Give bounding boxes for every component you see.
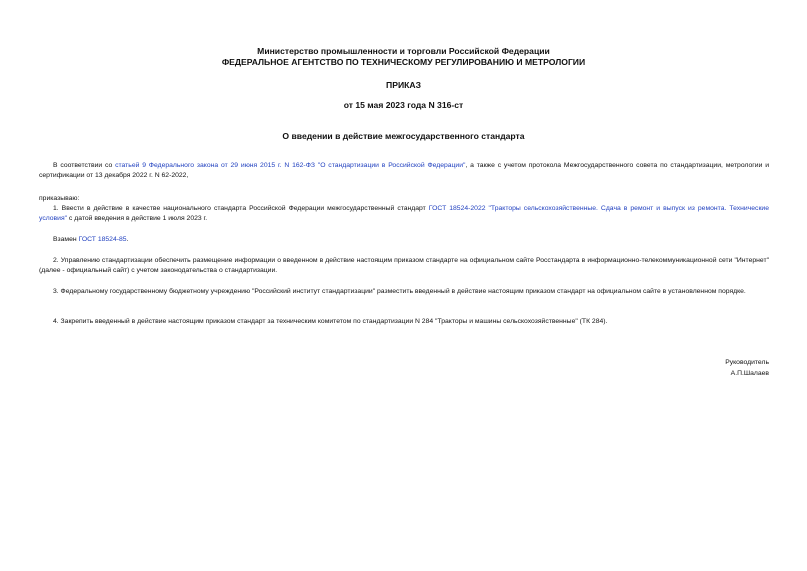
law-link[interactable]: статьей 9 Федерального закона от 29 июня 2015 г. N 162-ФЗ "О стандартизации в Российской Федерации": [115, 162, 466, 169]
paragraph-item-1: [39, 204, 769, 224]
paragraph-replaces: [39, 235, 769, 245]
orders-label: приказываю:: [39, 195, 80, 202]
signature-role: Руководитель: [725, 359, 769, 366]
order-subject: О введении в действие межгосударственного стандарта: [282, 131, 525, 141]
replaces-post: .: [126, 236, 129, 243]
document-header: [0, 46, 807, 68]
ministry-name: Министерство промышленности и торговли Российской Федерации: [257, 46, 550, 56]
item-1-post: с датой введения в действие 1 июля 2023 г.: [67, 215, 208, 222]
signature-block: [725, 358, 769, 379]
paragraph-basis: [39, 161, 769, 181]
paragraph-basis-pre: В соответствии со: [53, 162, 116, 169]
paragraph-item-2: 2. Управлению стандартизации обеспечить размещение информации о введенном в действие настоящим приказом стандарте на официальном сайте Росстандарта в информационно-телекоммуникационной сети "Интернет" (далее - официальный сайт) с учетом законодательства о стандартизации.: [39, 257, 769, 274]
replaces-pre: Взамен: [53, 236, 79, 243]
paragraph-item-4: 4. Закрепить введенный в действие настоящим приказом стандарт за техническим комитетом по стандартизации N 284 "Тракторы и машины сельскохозяйственные" (ТК 284).: [53, 318, 608, 325]
agency-name: ФЕДЕРАЛЬНОЕ АГЕНТСТВО ПО ТЕХНИЧЕСКОМУ РЕГУЛИРОВАНИЮ И МЕТРОЛОГИИ: [221, 57, 586, 67]
gost-85-link[interactable]: ГОСТ 18524-85: [78, 236, 127, 243]
paragraph-basis-post: , а также с учетом протокола Межгосударственного совета по стандартизации, метрологии и сертификации от 13 декабря 2022 г. N 62-2022,: [39, 162, 769, 179]
gost-2022-link[interactable]: ГОСТ 18524-2022 "Тракторы сельскохозяйственные. Сдача в ремонт и выпуск из ремонта. Технические условия": [39, 205, 770, 222]
paragraph-item-3: 3. Федеральному государственному бюджетному учреждению "Российский институт стандартизации" разместить введенный в действие настоящим приказом стандарт на официальном сайте в установленном порядке.: [53, 288, 746, 295]
signature-name: А.П.Шалаев: [730, 369, 769, 377]
order-date: от 15 мая 2023 года N 316-ст: [343, 100, 464, 110]
item-1-pre: 1. Ввести в действие в качестве национального стандарта Российской Федерации межгосударственный стандарт: [53, 205, 429, 212]
order-title: ПРИКАЗ: [386, 80, 421, 90]
